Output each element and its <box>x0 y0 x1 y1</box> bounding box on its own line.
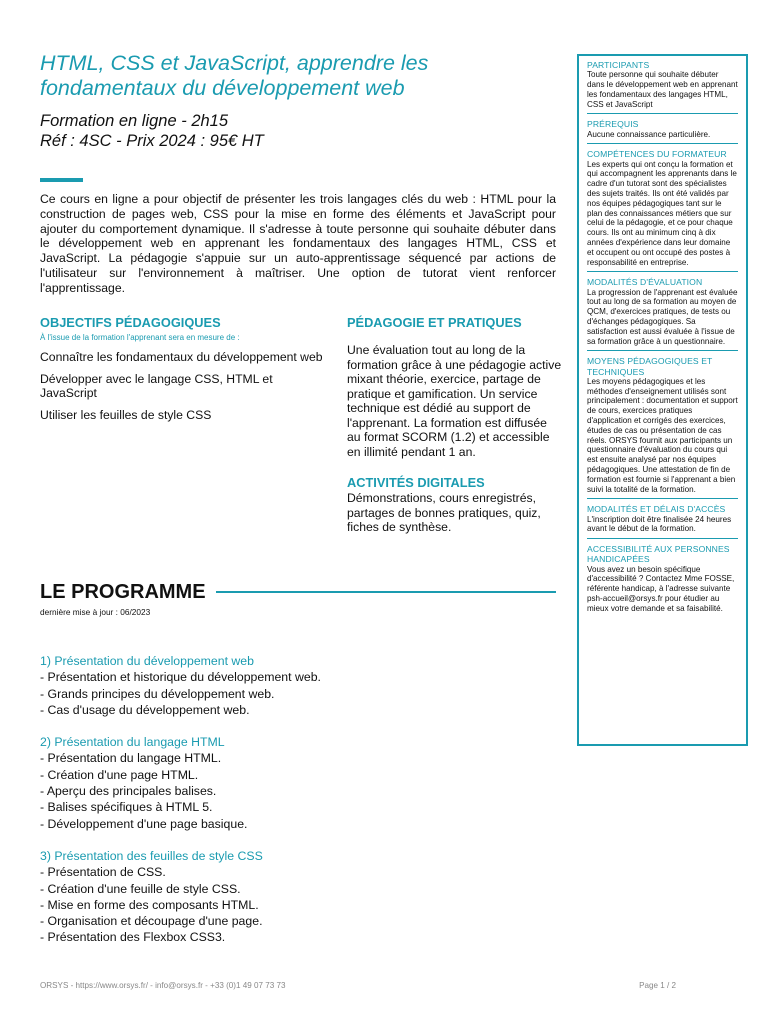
reference-price: Réf : 4SC - Prix 2024 : 95€ HT <box>40 132 264 150</box>
info-sidebar <box>577 54 748 746</box>
module-item: - Aperçu des principales balises. <box>40 784 217 799</box>
program-modules <box>40 653 556 962</box>
module-item: - Balises spécifiques à HTML 5. <box>40 800 213 815</box>
module-1 <box>40 653 556 718</box>
module-item: - Organisation et découpage d'une page. <box>40 914 263 929</box>
course-subtitle <box>40 111 510 151</box>
objective-item: Utiliser les feuilles de style CSS <box>40 407 212 422</box>
sidebar-title: MODALITÉS D'ÉVALUATION <box>587 277 703 288</box>
intro-paragraph: Ce cours en ligne a pour objectif de présenter les trois langages clés du web : HTML pour la construction de pages web, CSS pour la mise en forme des éléments et JavaScript pour ajouter du comportement dynamique. Il s'adresse à toute personne qui souhaite débuter dans le développement web en apprenant les fondamentaux des langages HTML, CSS et JavaScript. La pédagogie s'appuie sur un auto-apprentissage séquencé par actions de l'utilisateur sur l'environnement à maîtriser. Une option de tutorat vient renforcer l'apprentissage. <box>40 192 556 295</box>
activities-title: ACTIVITÉS DIGITALES <box>347 475 485 490</box>
sidebar-accessibility <box>587 544 738 617</box>
objectives-section <box>40 315 330 429</box>
module-item: - Présentation des Flexbox CSS3. <box>40 930 226 945</box>
sidebar-title: MODALITÉS ET DÉLAIS D'ACCÈS <box>587 504 726 515</box>
sidebar-text: L'inscription doit être finalisée 24 heures avant le début de la formation. <box>587 514 732 534</box>
module-item: - Mise en forme des composants HTML. <box>40 897 259 912</box>
pedagogy-text: Une évaluation tout au long de la formation grâce à une pédagogie active mixant théorie, exercice, partage de pratique et gamification. Un service technique est dédié au support de l'apprenant. La formation est diffusée au format SCORM (1.2) et accessible en illimité pendant 1 an. <box>347 343 562 459</box>
sidebar-text: Vous avez un besoin spécifique d'accessibilité ? Contactez Mme FOSSE, référente handicap, à l'adresse suivante psh-accueil@orsys.fr pour étudier au mieux votre demande et sa faisabilité. <box>587 564 735 613</box>
sidebar-access <box>587 504 738 539</box>
sidebar-text: Les moyens pédagogiques et les méthodes d'enseignement utilisés sont principalement : documentation et support de cours, exercices pratiques d'application et corrigés des exercices, études de cas ou présentation de cas réels. ORSYS fournit aux participants un questionnaire d'évaluation du cours qui est ensuite analysé par nos équipes pédagogiques. Une attestation de fin de formation est fournie si l'apprenant a bien suivi la totalité de la formation. <box>587 376 738 494</box>
module-item: - Grands principes du développement web. <box>40 686 275 701</box>
format-duration: Formation en ligne - 2h15 <box>40 112 229 130</box>
module-title: 1) Présentation du développement web <box>40 654 254 668</box>
program-heading <box>40 579 556 605</box>
sidebar-evaluation <box>587 277 738 351</box>
objectives-subtitle: À l'issue de la formation l'apprenant sera en mesure de : <box>40 333 240 342</box>
sidebar-text: Les experts qui ont conçu la formation et qui accompagnent les apprenants dans le cadre d'un tutorat sont des spécialistes des sujets traités. Ils ont été validés par nos équipes pédagogiques tant sur le plan des connaissances métiers que sur celui de la pédagogie, et ce pour chaque cours. Ils ont au minimum cinq à dix années d'expérience dans leur domaine et occupent ou ont occupé des postes à responsabilité en entreprise. <box>587 159 737 267</box>
activities-text: Démonstrations, cours enregistrés, partages de bonnes pratiques, quiz, fiches de synthèse. <box>347 491 541 534</box>
module-item: - Présentation de CSS. <box>40 865 166 880</box>
pedagogy-title: PÉDAGOGIE ET PRATIQUES <box>347 315 522 330</box>
module-title: 3) Présentation des feuilles de style CSS <box>40 848 263 863</box>
module-item: - Création d'une feuille de style CSS. <box>40 881 241 896</box>
module-title: 2) Présentation du langage HTML <box>40 735 225 750</box>
module-item: - Création d'une page HTML. <box>40 767 199 782</box>
sidebar-trainer-skills <box>587 149 738 272</box>
sidebar-text: Aucune connaissance particulière. <box>587 129 711 139</box>
sidebar-title: PARTICIPANTS <box>587 60 650 70</box>
sidebar-participants <box>587 60 738 114</box>
course-title: HTML, CSS et JavaScript, apprendre les fondamentaux du développement web <box>40 51 429 100</box>
sidebar-prerequisites <box>587 119 738 144</box>
module-item: - Développement d'une page basique. <box>40 816 248 831</box>
sidebar-title: PRÉREQUIS <box>587 119 639 130</box>
page-number: Page 1 / 2 <box>639 981 676 990</box>
footer-contact: ORSYS - https://www.orsys.fr/ - info@orsys.fr - +33 (0)1 49 07 73 73 <box>40 981 286 990</box>
pedagogy-column <box>347 315 562 535</box>
objective-item: Développer avec le langage CSS, HTML et JavaScript <box>40 371 273 400</box>
sidebar-title: COMPÉTENCES DU FORMATEUR <box>587 149 727 160</box>
sidebar-title: ACCESSIBILITÉ AUX PERSONNES HANDICAPÉES <box>587 544 730 565</box>
module-item: - Présentation du langage HTML. <box>40 751 222 766</box>
sidebar-text: La progression de l'apprenant est évaluée tout au long de sa formation au moyen de QCM, d'exercices pratiques, de tests ou d'échanges pédagogiques. Sa satisfaction est aussi évaluée à l'issue de sa formation grâce à un questionnaire. <box>587 287 738 346</box>
sidebar-means <box>587 356 738 499</box>
module-2 <box>40 734 556 832</box>
program-title: LE PROGRAMME <box>40 581 206 603</box>
objectives-title: OBJECTIFS PÉDAGOGIQUES <box>40 315 221 330</box>
program-divider <box>216 591 556 593</box>
module-item: - Cas d'usage du développement web. <box>40 702 250 717</box>
accent-divider <box>40 178 83 182</box>
sidebar-text: Toute personne qui souhaite débuter dans le développement web en apprenant les fondamentaux des langages HTML, CSS et JavaScript <box>587 70 738 109</box>
module-item: - Présentation et historique du développement web. <box>40 670 321 685</box>
sidebar-title: MOYENS PÉDAGOGIQUES ET TECHNIQUES <box>587 356 713 377</box>
last-update: dernière mise à jour : 06/2023 <box>40 607 151 617</box>
objective-item: Connaître les fondamentaux du développement web <box>40 350 323 364</box>
module-3 <box>40 848 556 946</box>
